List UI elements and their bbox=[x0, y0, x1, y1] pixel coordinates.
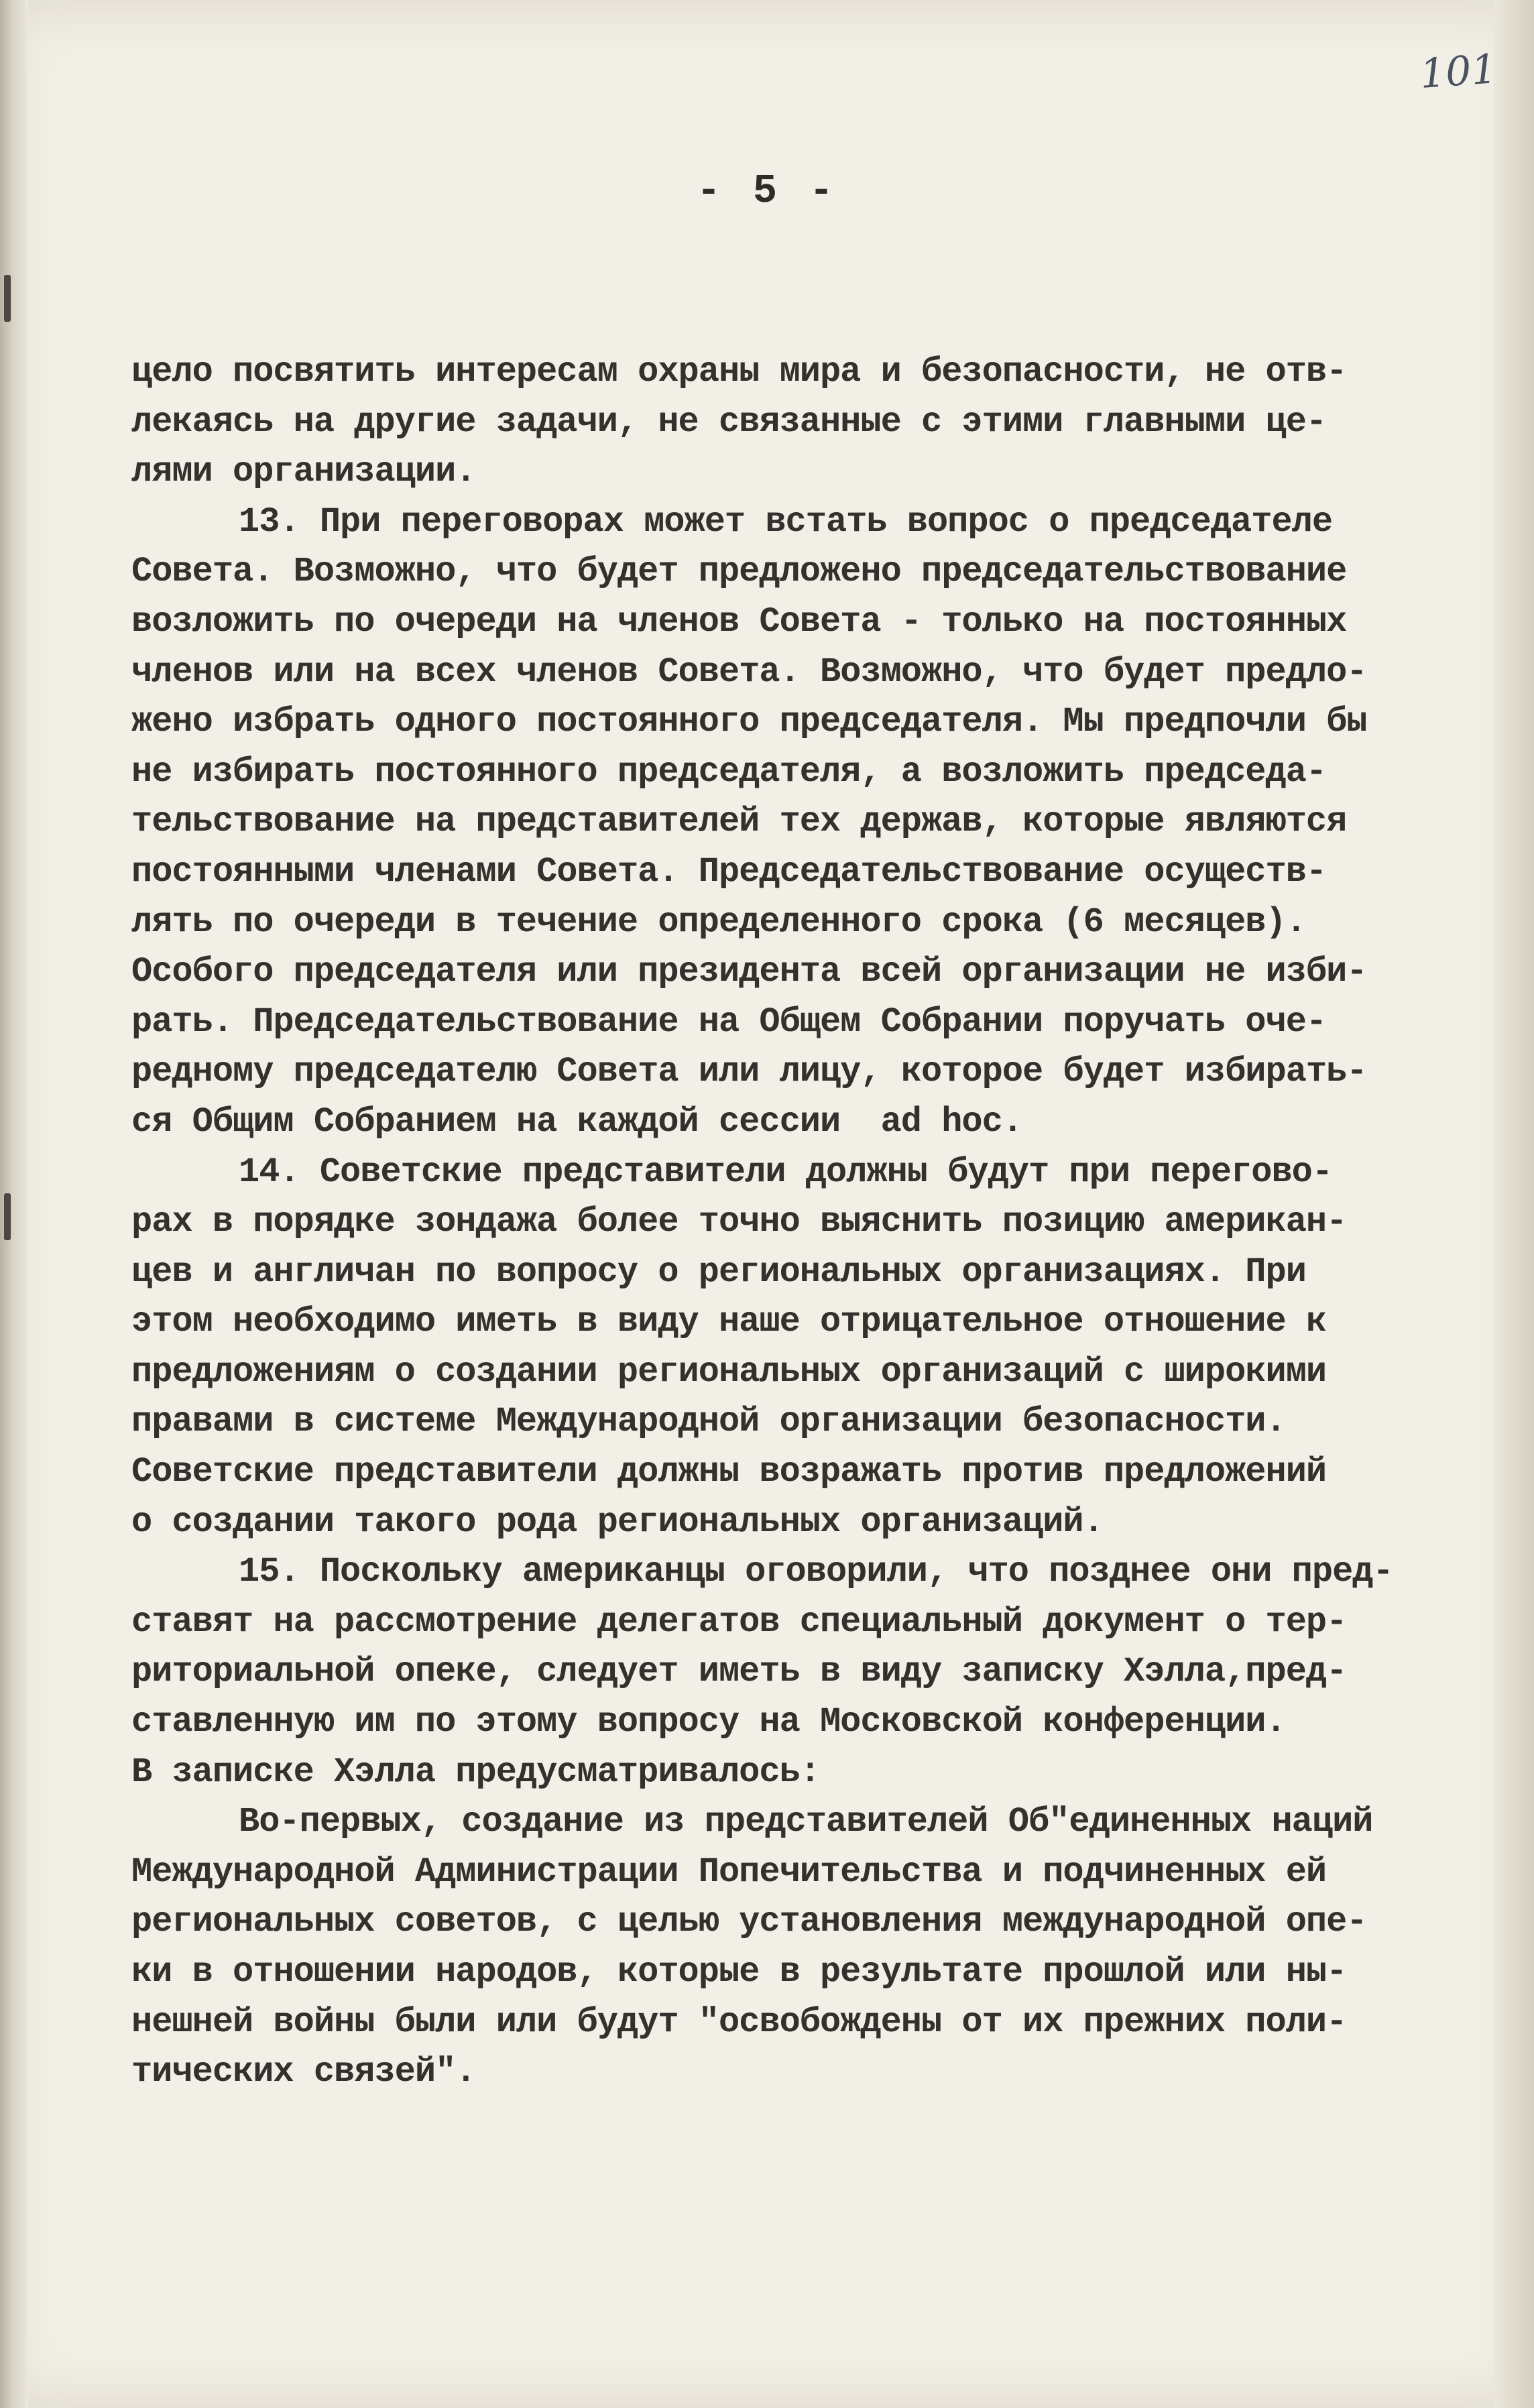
handwritten-folio-number: 101 bbox=[1418, 46, 1498, 98]
binding-hole-mark bbox=[4, 275, 11, 322]
text-line: цев и англичан по вопросу о региональных организациях. При bbox=[131, 1252, 1306, 1292]
text-line-paragraph-start: 14. Советские представители должны будут при перегово- bbox=[239, 1152, 1333, 1192]
text-line: ки в отношении народов, которые в результате прошлой или ны- bbox=[131, 1952, 1347, 1992]
text-line: лями организации. bbox=[131, 452, 476, 492]
text-line: ся Общим Собранием на каждой сессии ad hoc. bbox=[131, 1101, 1023, 1142]
text-line-paragraph-start: Во-первых, создание из представителей Об"единенных наций bbox=[239, 1802, 1373, 1842]
page-number: - 5 - bbox=[696, 169, 838, 215]
text-line: В записке Хэлла предусматривалось: bbox=[131, 1752, 820, 1792]
text-line: тических связей". bbox=[131, 2052, 476, 2092]
text-line: цело посвятить интересам охраны мира и безопасности, не отв- bbox=[131, 352, 1347, 392]
text-line: жено избрать одного постоянного председателя. Мы предпочли бы bbox=[131, 702, 1367, 742]
text-line: региональных советов, с целью установления международной опе- bbox=[131, 1902, 1367, 1942]
text-line: правами в системе Международной организации безопасности. bbox=[131, 1402, 1286, 1442]
text-line: постоянными членами Совета. Председательствование осуществ- bbox=[131, 851, 1327, 892]
text-line: этом необходимо иметь в виду наше отрицательное отношение к bbox=[131, 1302, 1327, 1342]
text-line: риториальной опеке, следует иметь в виду записку Хэлла,пред- bbox=[131, 1652, 1347, 1692]
text-line: тельствование на представителей тех держав, которые являются bbox=[131, 802, 1347, 842]
text-line: Совета. Возможно, что будет предложено председательствование bbox=[131, 552, 1347, 592]
text-line: о создании такого рода региональных организаций. bbox=[131, 1502, 1104, 1542]
typewritten-body bbox=[131, 347, 1513, 2098]
binding-hole-mark bbox=[4, 1193, 11, 1240]
text-line: предложениям о создании региональных организаций с широкими bbox=[131, 1351, 1327, 1392]
text-line: ставят на рассмотрение делегатов специальный документ о тер- bbox=[131, 1602, 1347, 1642]
text-line-paragraph-start: 15. Поскольку американцы оговорили, что позднее они пред- bbox=[239, 1552, 1393, 1592]
text-line: Особого председателя или президента всей организации не изби- bbox=[131, 952, 1367, 992]
text-line: Советские представители должны возражать против предложений bbox=[131, 1452, 1327, 1492]
text-line: нешней войны были или будут "освобождены от их прежних поли- bbox=[131, 2002, 1347, 2042]
text-line-paragraph-start: 13. При переговорах может встать вопрос о председателе bbox=[239, 501, 1333, 542]
text-line: редному председателю Совета или лицу, которое будет избирать- bbox=[131, 1052, 1367, 1092]
text-line: возложить по очереди на членов Совета - только на постоянных bbox=[131, 601, 1347, 642]
text-line: ставленную им по этому вопросу на Московской конференции. bbox=[131, 1702, 1286, 1742]
text-line: не избирать постоянного председателя, а возложить председа- bbox=[131, 751, 1327, 792]
text-line: рах в порядке зондажа более точно выяснить позицию американ- bbox=[131, 1202, 1347, 1242]
text-line: членов или на всех членов Совета. Возможно, что будет предло- bbox=[131, 652, 1367, 692]
text-line: лекаясь на другие задачи, не связанные с этими главными це- bbox=[131, 402, 1327, 442]
text-line: лять по очереди в течение определенного срока (6 месяцев). bbox=[131, 902, 1306, 942]
text-line: рать. Председательствование на Общем Собрании поручать оче- bbox=[131, 1002, 1327, 1042]
text-line: Международной Администрации Попечительства и подчиненных ей bbox=[131, 1852, 1327, 1892]
